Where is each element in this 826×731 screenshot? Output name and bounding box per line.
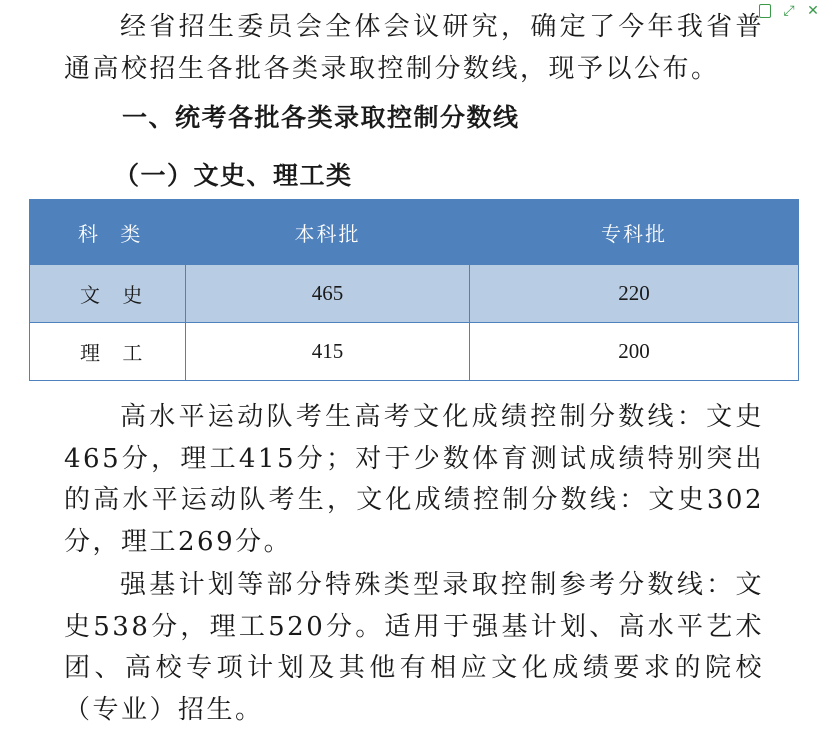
row-category: 文 史	[30, 265, 186, 323]
row-undergrad-score: 415	[186, 323, 470, 381]
close-icon[interactable]: ✕	[807, 3, 819, 19]
strong-base-paragraph: 强基计划等部分特殊类型录取控制参考分数线：文史538分，理工520分。适用于强基计划、高水平艺术团、高校专项计划及其他有相应文化成绩要求的院校（专业）招生。	[64, 570, 764, 725]
table-row	[30, 323, 799, 381]
subsection-heading: （一）文史、理工类	[114, 161, 353, 190]
table-row	[30, 265, 799, 323]
sports-team-paragraph: 高水平运动队考生高考文化成绩控制分数线：文史465分，理工415分；对于少数体育测试成绩特别突出的高水平运动队考生，文化成绩控制分数线：文史302分，理工269分。	[64, 402, 764, 557]
row-junior-score: 220	[470, 265, 799, 323]
row-category: 理 工	[30, 323, 186, 381]
intro-paragraph: 经省招生委员会全体会议研究，确定了今年我省普通高校招生各批各类录取控制分数线，现予以公布。	[64, 12, 764, 84]
expand-icon[interactable]: ⤢	[783, 3, 795, 19]
header-category: 科 类	[30, 200, 186, 265]
header-undergrad: 本科批	[186, 200, 470, 265]
table-header-row	[30, 200, 799, 265]
header-junior: 专科批	[470, 200, 799, 265]
section-heading: 一、统考各批各类录取控制分数线	[122, 103, 520, 132]
score-table	[29, 199, 799, 381]
row-undergrad-score: 465	[186, 265, 470, 323]
row-junior-score: 200	[470, 323, 799, 381]
